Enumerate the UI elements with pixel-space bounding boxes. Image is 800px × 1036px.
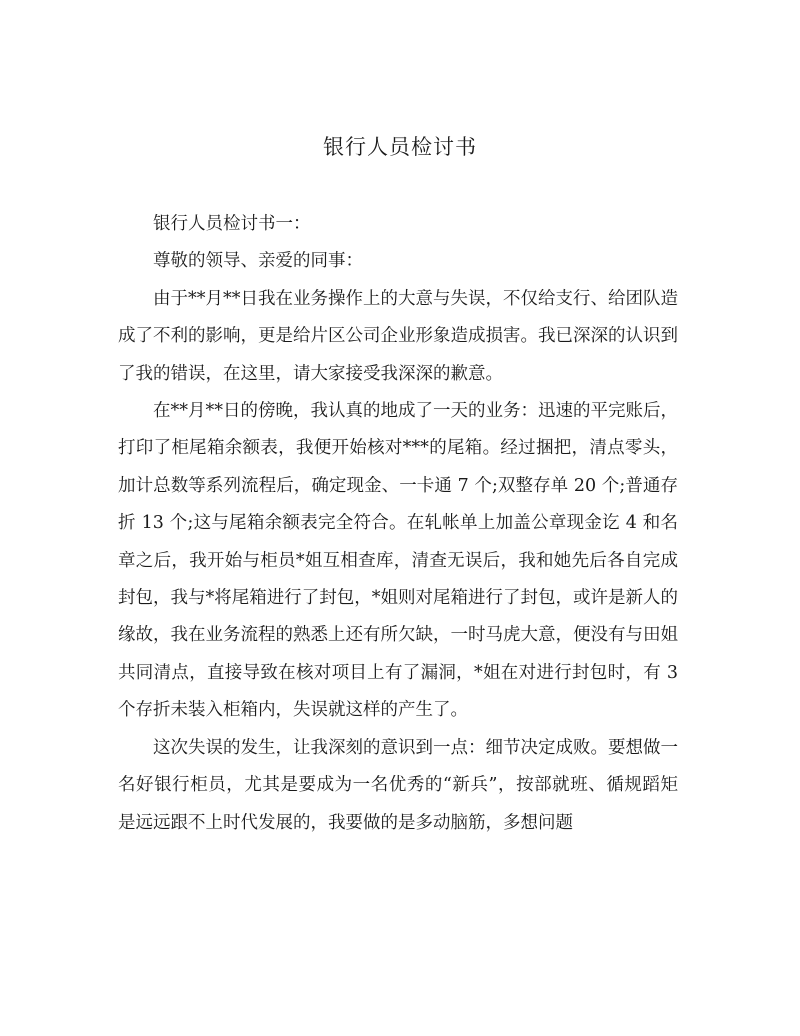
section-heading: 银行人员检讨书一： [153, 214, 311, 234]
paragraph: 由于**月**日我在业务操作上的大意与失误，不仅给支行、给团队造成了不利的影响，更是给片区公司企业形象造成损害。我已深深的认识到了我的错误，在这里，请大家接受我深深的歉意。 [118, 288, 678, 384]
document-body [118, 206, 678, 842]
document-title: 银行人员检讨书 [323, 135, 477, 159]
salutation: 尊敬的领导、亲爱的同事： [153, 251, 363, 272]
paragraph: 在**月**日的傍晚，我认真的地成了一天的业务：迅速的平完账后，打印了柜尾箱余额表，我便开始核对***的尾箱。经过捆把，清点零头，加计总数等系列流程后，确定现金、一卡通 7 个;双整存单 20 个;普通存折 13 个;这与尾箱余额表完全符合。在轧帐单上加盖公章现金讫 4 和名章之后，我开始与柜员*姐互相查库，清查无误后，我和她先后各自完成封包，我与*将尾箱进行了封包，*姐则对尾箱进行了封包，或许是新人的缘故，我在业务流程的熟悉上还有所欠缺，一时马虎大意，便没有与田姐共同清点，直接导致在核对项目上有了漏洞，*姐在对进行封包时，有 3 个存折未装入柜箱内，失误就这样的产生了。 [118, 401, 678, 721]
paragraph: 这次失误的发生，让我深刻的意识到一点：细节决定成败。要想做一名好银行柜员，尤其是要成为一名优秀的“新兵”，按部就班、循规蹈矩是远远跟不上时代发展的，我要做的是多动脑筋，多想问题 [118, 737, 678, 833]
